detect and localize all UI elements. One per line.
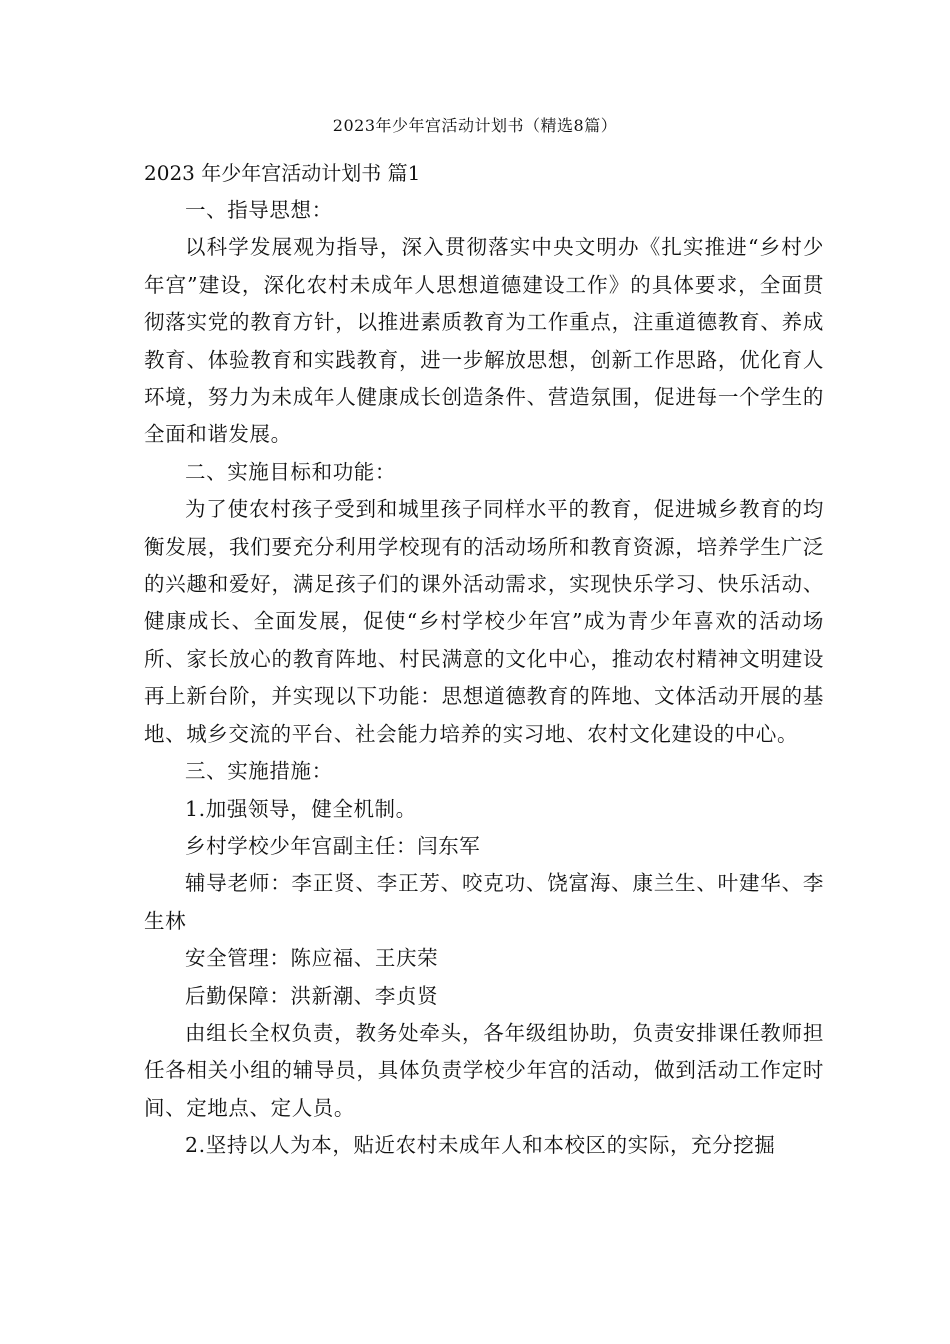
- paragraph-responsibility: 由组长全权负责，教务处牵头，各年级组协助，负责安排课任教师担任各相关小组的辅导员，具体负责学校少年宫的活动，做到活动工作定时间、定地点、定人员。: [144, 1020, 824, 1120]
- tutors-line: 辅导老师：李正贤、李正芳、咬克功、饶富海、康兰生、叶建华、李生林: [144, 871, 824, 933]
- document-title: 2023年少年宫活动计划书（精选8篇）: [332, 116, 618, 135]
- document-body: [144, 154, 824, 1165]
- measure-1-heading: 1.加强领导，健全机制。: [185, 796, 417, 821]
- safety-management-line: 安全管理：陈应福、王庆荣: [185, 946, 439, 971]
- paragraph-guiding-ideology: 以科学发展观为指导，深入贯彻落实中央文明办《扎实推进“乡村少年宫”建设，深化农村未成年人思想道德建设工作》的具体要求，全面贯彻落实党的教育方针，以推进素质教育为工作重点，注重道德教育、养成教育、体验教育和实践教育，进一步解放思想，创新工作思路，优化育人环境，努力为未成年人健康成长创造条件、营造氛围，促进每一个学生的全面和谐发展。: [144, 235, 824, 447]
- section-title: 2023 年少年宫活动计划书 篇1: [144, 161, 421, 185]
- logistics-line: 后勤保障：洪新潮、李贞贤: [185, 983, 439, 1008]
- heading-guiding-ideology: 一、指导思想：: [185, 198, 333, 222]
- heading-measures: 三、实施措施：: [185, 759, 333, 784]
- heading-goals-functions: 二、实施目标和功能：: [185, 459, 396, 484]
- paragraph-measure-2: 2.坚持以人为本，贴近农村未成年人和本校区的实际，充分挖掘: [185, 1133, 776, 1158]
- paragraph-goals-functions: 为了使农村孩子受到和城里孩子同样水平的教育，促进城乡教育的均衡发展，我们要充分利用学校现有的活动场所和教育资源，培养学生广泛的兴趣和爱好，满足孩子们的课外活动需求，实现快乐学习、快乐活动、健康成长、全面发展，促使“乡村学校少年宫”成为青少年喜欢的活动场所、家长放心的教育阵地、村民满意的文化中心，推动农村精神文明建设再上新台阶，并实现以下功能：思想道德教育的阵地、文体活动开展的基地、城乡交流的平台、社会能力培养的实习地、农村文化建设的中心。: [144, 497, 824, 746]
- deputy-director-line: 乡村学校少年宫副主任：闫东军: [185, 833, 481, 858]
